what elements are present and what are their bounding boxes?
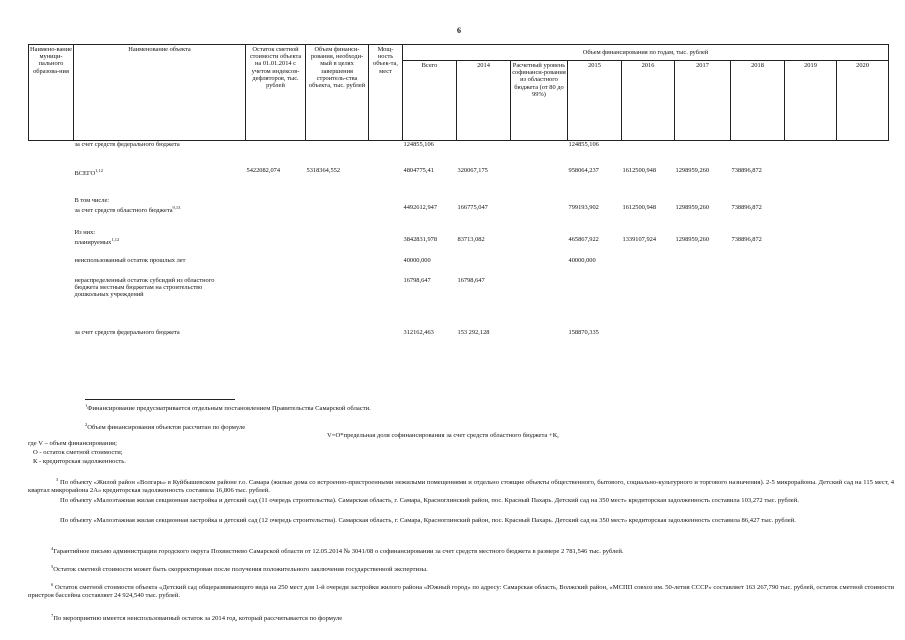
header-2018: 2018 xyxy=(731,61,785,141)
cell-required: 5318364,552 xyxy=(306,166,341,174)
cell-2018 xyxy=(731,141,785,167)
cell-remaining xyxy=(246,197,306,229)
row-label-sub: за счет средств областного бюджета xyxy=(74,206,173,214)
footnote-4 xyxy=(51,545,896,556)
footnote-6 xyxy=(28,581,894,599)
row-label: за счет средств федерального бюджета xyxy=(74,328,180,336)
cell-total: 4804775,41 xyxy=(403,166,434,174)
header-2020: 2020 xyxy=(837,61,889,141)
cell-2017: 1298959,260 xyxy=(675,203,710,211)
cell-2017 xyxy=(675,257,731,277)
row-label-sup: 9,13 xyxy=(172,204,181,210)
row-label: за счет средств федерального бюджета xyxy=(74,141,180,148)
cell-2014: 83713,082 xyxy=(457,235,485,243)
cell-2014 xyxy=(457,141,511,167)
formula-v: V=O*предельная доля софинансирования за счет средств областного бюджета +К, xyxy=(327,432,559,439)
cell-remaining xyxy=(246,257,306,277)
row-label-sup: 1,12 xyxy=(95,167,103,173)
footnote-5-text: Остаток сметной стоимости может быть скорректирован после получения положительного заключения государственной экспертизы. xyxy=(53,566,428,574)
cell-2015 xyxy=(568,277,622,329)
header-financing-group: Объем финансирования по годам, тыс. рублей xyxy=(403,45,889,61)
cell-total: 40000,000 xyxy=(403,256,431,264)
cell-2016: 1339107,924 xyxy=(622,235,657,243)
cell-2018: 738896,872 xyxy=(731,166,762,174)
header-2017: 2017 xyxy=(675,61,731,141)
cell-required xyxy=(306,197,369,229)
header-2015: 2015 xyxy=(568,61,622,141)
cell-2014: 320067,175 xyxy=(457,166,488,174)
cell-2018 xyxy=(731,277,785,329)
header-cofinancing-rate: Расчетный уровень софинанси-рования из областного бюджета (от 80 до 99%) xyxy=(511,61,568,141)
footnote-5-num: 5 xyxy=(51,564,54,569)
cell-total: 312162,463 xyxy=(403,328,434,336)
financing-table xyxy=(28,44,889,343)
footnote-1-num: 1 xyxy=(85,403,88,408)
where-o: О - остаток сметной стоимости; xyxy=(33,449,123,456)
table-row xyxy=(29,257,889,277)
table-row xyxy=(29,197,889,229)
cell-2017: 1298959,260 xyxy=(675,235,710,243)
cell-2016: 1612500,948 xyxy=(622,203,657,211)
cell-2018: 738896,872 xyxy=(731,235,762,243)
cell-2017: 1298959,260 xyxy=(675,166,710,174)
cell-2016: 1612500,948 xyxy=(622,166,657,174)
footnote-7-num: 7 xyxy=(51,613,54,618)
cell-2015: 40000,000 xyxy=(568,256,596,264)
cell-2015: 799193,902 xyxy=(568,203,599,211)
cell-2016 xyxy=(622,277,675,329)
cell-2018 xyxy=(731,257,785,277)
cell-required xyxy=(306,277,369,329)
row-label: ВСЕГО xyxy=(74,169,96,177)
cell-total: 3842831,978 xyxy=(403,235,438,243)
footnote-3-num: 3 xyxy=(56,477,59,482)
footnote-6-text: Остаток сметной стоимости объекта «Детский сад общеразвивающего вида на 250 мест для 1-й очереди застройки жилого района «Южный город» по адресу: Самарская область, Волжский район, «МСПП совхоз им. 50-летия СССР» составляет 163 267,790 тыс. рублей, остаток сметной стоимости пристроя бассейна составляет 24 924,540 тыс. рублей. xyxy=(28,584,894,599)
cell-required xyxy=(306,229,369,257)
footnote-7 xyxy=(51,612,896,623)
cell-2015: 465867,922 xyxy=(568,235,599,243)
cell-2016 xyxy=(622,257,675,277)
row-label: неиспользованный остаток прошлых лет xyxy=(74,256,186,264)
header-2016: 2016 xyxy=(622,61,675,141)
cell-2014: 16798,647 xyxy=(457,276,485,284)
table-row xyxy=(29,329,889,343)
cell-2016 xyxy=(622,141,675,167)
footnote-3b: По объекту «Малоэтажная жилая секционная застройка и детский сад (11 очередь строительства). Самарская область, г. Самара, Красноглинский район, пос. Красный Пахарь. Детский сад на 350 мест» кредиторская задолженность составила 103,272 тыс. рублей. xyxy=(60,497,799,504)
footnote-4-text: Гарантийное письмо администрации городского округа Похвистнево Самарской области от 12.05.2014 № 3041/08 о софинансировании за счет средств местного бюджета в размере 2 781,546 тыс. рублей. xyxy=(53,548,624,556)
cell-total: 4492612,947 xyxy=(403,203,438,211)
footnote-1-text: Финансирование предусматривается отдельным постановлением Правительства Самарской области. xyxy=(87,405,371,413)
where-k: К - кредиторская задолженность. xyxy=(33,458,126,465)
where-v: где V – объем финансирования; xyxy=(28,440,117,447)
cell-2018 xyxy=(731,329,785,343)
cell-2014: 166775,047 xyxy=(457,203,488,211)
footnote-7-text: По мероприятию имеется неиспользованный остаток за 2014 год, который рассчитывается по формуле xyxy=(53,615,343,623)
cell-2017 xyxy=(675,329,731,343)
cell-remaining xyxy=(246,141,306,167)
row-label: В том числе: xyxy=(74,196,110,204)
cell-2014 xyxy=(457,257,511,277)
cell-2015: 124855,106 xyxy=(568,141,599,148)
header-object-name: Наименование объекта xyxy=(74,45,246,141)
footnote-separator xyxy=(85,399,235,400)
footnote-3c: По объекту «Малоэтажная жилая секционная застройка и детский сад (12 очередь строительства). Самарская область, г. Самара, Красноглинский район, пос. Красный Пахарь. Детский сад на 350 мест» кредиторская задолженность составила 86,427 тыс. рублей. xyxy=(60,517,796,524)
footnote-2 xyxy=(85,421,885,432)
footnote-5 xyxy=(51,563,896,574)
table-row xyxy=(29,167,889,197)
footnote-6-num: 6 xyxy=(51,582,54,587)
header-total: Всего xyxy=(403,61,457,141)
footnote-3 xyxy=(28,476,894,494)
cell-required xyxy=(306,141,369,167)
cell-2014: 153 292,128 xyxy=(457,328,490,336)
cell-2015: 158870,335 xyxy=(568,328,599,336)
footnote-3-text: По объекту «Жилой район «Волгарь» в Куйбышевском районе г.о. Самара (жилые дома со встроенно-пристроенными нежилыми помещениями и отдельно стоящие объекты общественного, бытового, социально-культурного и торгового назначения). 2-5 микрорайоны. Детский сад на 115 мест, 4 квартал микрорайона 2А» кредиторская задолженность составила 16,806 тыс. рублей. xyxy=(28,479,894,494)
cell-remaining: 5422082,074 xyxy=(246,166,281,174)
row-label-sub: планируемых xyxy=(74,238,112,246)
page-number: 6 xyxy=(457,26,461,35)
footnote-2-text: Объем финансирования объектов рассчитан по формуле xyxy=(87,424,246,432)
cell-2017 xyxy=(675,277,731,329)
cell-required xyxy=(306,257,369,277)
header-2019: 2019 xyxy=(785,61,837,141)
table-row xyxy=(29,229,889,257)
header-required-volume: Объем финанси-рования, необходи-мый в целях завершения строитель-ства объекта, тыс. рублей xyxy=(306,45,369,141)
cell-required xyxy=(306,329,369,343)
footnote-1 xyxy=(85,402,885,413)
cell-remaining xyxy=(246,277,306,329)
header-remaining-cost: Остаток сметной стоимости объекта на 01.01.2014 с учетом индексов-дефляторов, тыс. рублей xyxy=(246,45,306,141)
table-row xyxy=(29,277,889,329)
cell-total: 124855,106 xyxy=(403,141,434,148)
cell-2017 xyxy=(675,141,731,167)
cell-2018: 738896,872 xyxy=(731,203,762,211)
row-label: Из них: xyxy=(74,228,96,236)
row-label-sup: 1,12 xyxy=(111,236,120,242)
footnote-2-num: 2 xyxy=(85,422,88,427)
cell-remaining xyxy=(246,329,306,343)
cell-total: 16798,647 xyxy=(403,276,431,284)
cell-2015: 958064,237 xyxy=(568,166,599,174)
cell-remaining xyxy=(246,229,306,257)
header-2014: 2014 xyxy=(457,61,511,141)
cell-2016 xyxy=(622,329,675,343)
table-row xyxy=(29,141,889,167)
row-label: нераспределенный остаток субсидий из областного бюджета местным бюджетам на строительство дошкольных учреждений xyxy=(74,276,215,298)
header-capacity: Мощ-ность объек-та, мест xyxy=(369,45,403,141)
footnote-4-num: 4 xyxy=(51,546,54,551)
header-municipality: Наимено-вание муници-пального образова-ния xyxy=(29,45,74,141)
